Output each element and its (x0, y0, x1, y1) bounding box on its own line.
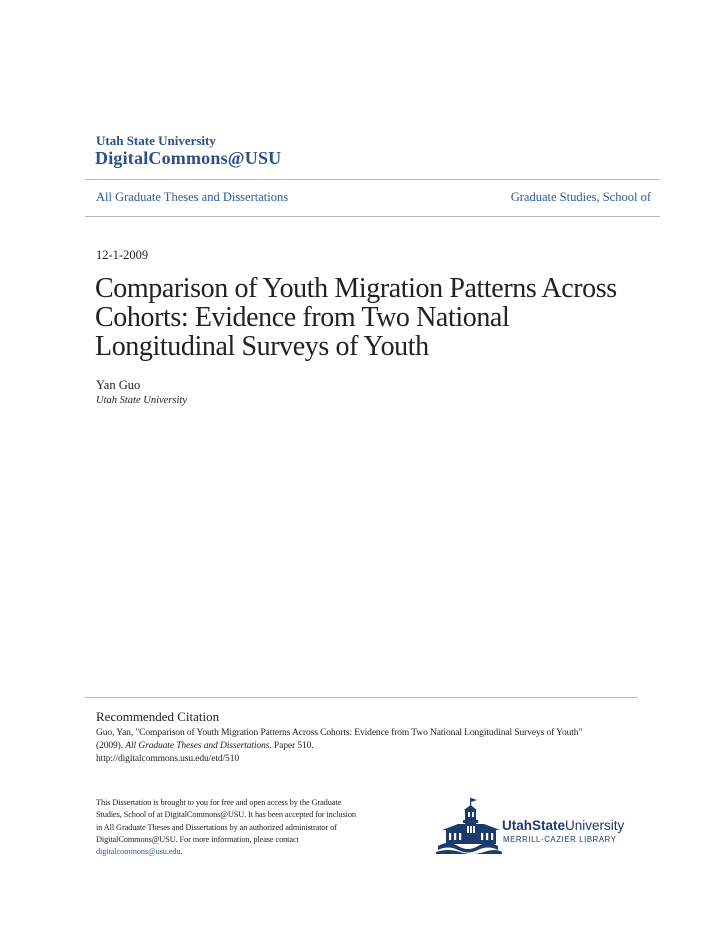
access-notice (96, 797, 356, 858)
citation-heading: Recommended Citation (96, 709, 220, 724)
citation-url[interactable]: http://digitalcommons.usu.edu/etd/510 (96, 754, 240, 764)
contact-email-link[interactable]: digitalcommons@usu.edu (96, 847, 181, 857)
citation-line-2 (96, 740, 636, 753)
library-logo-wordmark (502, 818, 624, 833)
publication-date: 12-1-2009 (96, 248, 149, 262)
citation-paper-number: . Paper 510. (269, 741, 314, 751)
author-name: Yan Guo (96, 378, 141, 392)
citation-text (96, 727, 636, 766)
collection-link[interactable]: All Graduate Theses and Dissertations (96, 190, 289, 204)
citation-series: All Graduate Theses and Dissertations (125, 741, 270, 751)
citation-line-1: Guo, Yan, "Comparison of Youth Migration Patterns Across Cohorts: Evidence from Two National Longitudinal Surveys of Youth" (96, 728, 583, 738)
logo-word-regular: University (565, 818, 625, 833)
author-affiliation: Utah State University (96, 395, 187, 406)
citation-year: (2009). (96, 741, 126, 751)
paper-title: Comparison of Youth Migration Patterns Across Cohorts: Evidence from Two National Longitudinal Surveys of Youth (95, 273, 617, 362)
header-divider-bottom (85, 216, 660, 217)
header-divider-top (85, 179, 660, 180)
access-notice-end: . (180, 847, 183, 857)
citation-divider (85, 697, 638, 698)
school-link[interactable]: Graduate Studies, School of (510, 190, 651, 204)
repository-name[interactable]: DigitalCommons@USU (95, 148, 282, 168)
access-notice-text: This Dissertation is brought to you for free and open access by the Graduate Studies, School of at DigitalCommons@USU. It has been accepted for inclusion in All Graduate Theses and Dissertations by an authorized administrator of DigitalCommons@USU. For more information, please contact (96, 798, 356, 844)
logo-word-bold: UtahState (502, 818, 566, 833)
institution-name: Utah State University (96, 133, 216, 148)
library-logo-subtitle: MERRILL-CAZIER LIBRARY (503, 835, 617, 844)
